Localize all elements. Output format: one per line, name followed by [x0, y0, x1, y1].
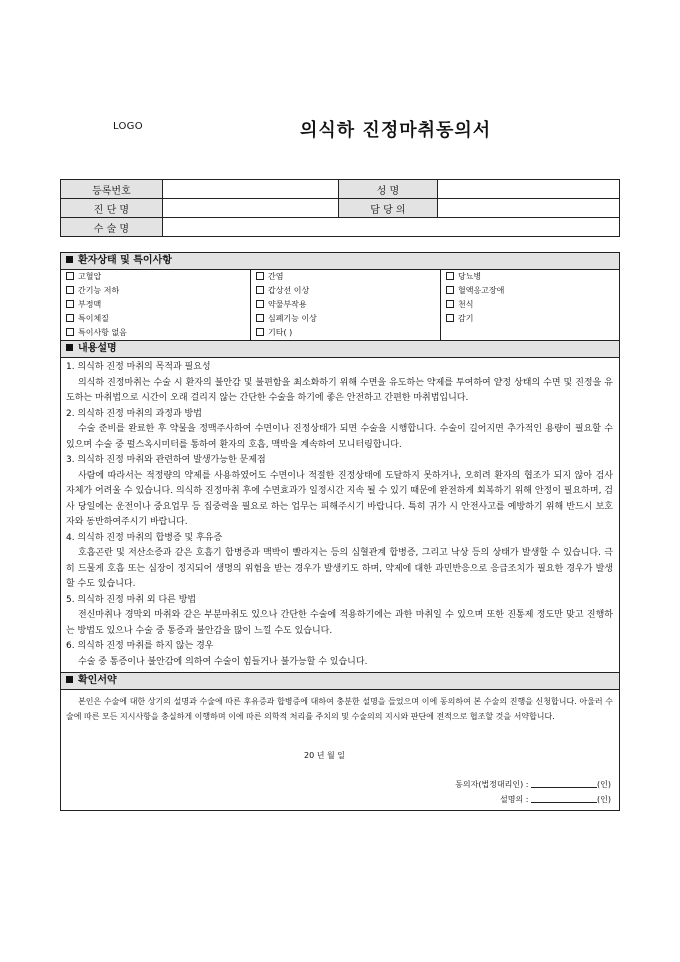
- section-title: 환자상태 및 특이사항: [78, 255, 172, 266]
- bullet-square-icon: [66, 344, 73, 351]
- signer-line: [455, 777, 611, 792]
- description-heading: 3. 의식하 진정 마취와 관련하여 발생가능한 문제점: [66, 455, 266, 465]
- description-heading: 6. 의식하 진정 마취를 하지 않는 경우: [66, 641, 214, 651]
- condition-label: 특이체질: [78, 314, 109, 323]
- checkbox-icon[interactable]: [446, 272, 454, 280]
- diagnosis-label: 진 단 명: [61, 199, 163, 218]
- seal-mark: (인): [597, 780, 611, 789]
- condition-item: [441, 326, 619, 340]
- checkbox-icon[interactable]: [256, 272, 264, 280]
- description-heading: 2. 의식하 진정 마취의 과정과 방법: [66, 408, 202, 419]
- bullet-square-icon: [66, 256, 73, 263]
- diagnosis-field[interactable]: [162, 199, 338, 218]
- condition-item[interactable]: [61, 284, 251, 298]
- condition-item[interactable]: [61, 312, 251, 326]
- condition-label: 간기능 저하: [78, 286, 120, 295]
- condition-item[interactable]: [441, 284, 619, 298]
- condition-label: 기타( ): [268, 328, 293, 337]
- checkbox-icon[interactable]: [66, 272, 74, 280]
- condition-label: 심폐기능 이상: [268, 314, 317, 323]
- name-field[interactable]: [438, 180, 620, 199]
- condition-label: 간염: [268, 272, 284, 281]
- seal-mark: (인): [597, 795, 611, 804]
- condition-item[interactable]: [61, 326, 251, 340]
- description-text: 전신마취나 경막외 마취와 같은 부분마취도 있으나 간단한 수술에 적용하기에는 과한 마취일 수 있으며 또한 진통제 정도만 맞고 진행하는 방법도 있으나 수술 중 통증과 불안감을 많이 느낄 수도 있습니다.: [66, 610, 613, 636]
- surgery-label: 수 술 명: [61, 218, 163, 237]
- explainer-label: 설명의 :: [500, 795, 529, 804]
- surgery-field[interactable]: [162, 218, 619, 237]
- condition-item[interactable]: [61, 270, 251, 284]
- condition-label: 고혈압: [78, 272, 102, 281]
- patient-section-header: [61, 253, 619, 270]
- doctor-label: 담 당 의: [338, 199, 438, 218]
- condition-label: 약물부작용: [268, 300, 307, 309]
- condition-item[interactable]: [251, 326, 441, 340]
- checkbox-icon[interactable]: [446, 300, 454, 308]
- condition-label: 갑상선 이상: [268, 286, 310, 295]
- checkbox-icon[interactable]: [66, 314, 74, 322]
- consent-text: 본인은 수술에 대한 상기의 설명과 수술에 따른 후유증과 합병증에 대하여 충분한 설명을 들었으며 이에 동의하여 본 수술의 진행을 신청합니다. 아울러 수술에 따른 모든 지시사항을 충실하게 이행하며 이에 따른 의학적 처리를 주치의 및 수술의의 지시와 판단에 전적으로 협조할 것을 서약합니다.: [66, 697, 613, 721]
- description-text: 수술 중 통증이나 불안감에 의하여 수술이 힘들거나 불가능할 수 있습니다.: [78, 656, 368, 667]
- signer-signature-field[interactable]: [531, 780, 597, 788]
- checkbox-icon[interactable]: [256, 286, 264, 294]
- condition-label: 부정맥: [78, 300, 102, 309]
- main-form: [60, 252, 620, 811]
- condition-item[interactable]: [251, 270, 441, 284]
- description-text: 의식하 진정마취는 수술 시 환자의 불안감 및 불편함을 최소화하기 위해 수면을 유도하는 약제를 투여하여 얕정 상태의 수면 및 진정을 유도하는 마취법으로 시간이 오래 걸리지 않는 간단한 수술을 하기에 좋은 안전하고 간편한 마취법입니다.: [66, 377, 613, 403]
- description-text: 수술 준비를 완료한 후 약물을 정맥주사하여 수면이나 진정상태가 되면 수술을 시행합니다. 수술이 길어지면 추가적인 용량이 필요할 수 있으며 수술 중 펄스옥시미터를 통하여 환자의 호흡, 맥박을 계속하여 모니터링합니다.: [66, 424, 613, 450]
- reg-no-field[interactable]: [162, 180, 338, 199]
- condition-item[interactable]: [251, 298, 441, 312]
- condition-item[interactable]: [251, 284, 441, 298]
- condition-label: 천식: [458, 300, 474, 309]
- patient-info-table: [60, 179, 620, 237]
- condition-label: 당뇨병: [458, 272, 482, 281]
- description-text: 사람에 따라서는 적정량의 약제를 사용하였어도 수면이나 적절한 진정상태에 도달하지 못하거나, 오히려 환자의 협조가 되지 않아 검사 자체가 어려울 수 있습니다. 의식하 진정마취 후에 수면효과가 일정시간 지속 될 수 있기 때문에 완전하게 회복하기 위해 안정이 필요하며, 검사 당일에는 운전이나 중요업무 등 집중력을 필요로 하는 업무는 피해주시기 바랍니다. 특히 귀가 시 안전사고를 예방하기 위해 반드시 보호자와 동반하여주시기 바랍니다.: [66, 470, 613, 527]
- description-heading: 5. 의식하 진정 마취 외 다른 방법: [66, 594, 197, 605]
- checkbox-icon[interactable]: [446, 314, 454, 322]
- checkbox-icon[interactable]: [66, 286, 74, 294]
- condition-item[interactable]: [61, 298, 251, 312]
- doctor-field[interactable]: [438, 199, 620, 218]
- section-title: 확인서약: [78, 675, 117, 686]
- signer-label: 동의자(법정대리인) :: [455, 780, 529, 789]
- condition-item[interactable]: [441, 270, 619, 284]
- logo: LOGO: [113, 121, 143, 132]
- description-area: [61, 358, 619, 673]
- condition-label: 감기: [458, 314, 474, 323]
- checkbox-icon[interactable]: [446, 286, 454, 294]
- page-title: 의식하 진정마취동의서: [300, 120, 492, 141]
- condition-grid: [61, 270, 619, 341]
- name-label: 성 명: [338, 180, 438, 199]
- explainer-signature-field[interactable]: [531, 795, 597, 803]
- condition-label: 특이사항 없음: [78, 328, 127, 337]
- checkbox-icon[interactable]: [66, 300, 74, 308]
- description-heading: 1. 의식하 진정 마취의 목적과 필요성: [66, 362, 211, 372]
- reg-no-label: 등록번호: [61, 180, 163, 199]
- condition-label: 혈액응고장애: [458, 286, 505, 295]
- explainer-line: [500, 792, 611, 807]
- condition-item[interactable]: [441, 312, 619, 326]
- description-heading: 4. 의식하 진정 마취의 합병증 및 후유증: [66, 532, 223, 543]
- bullet-square-icon: [66, 676, 73, 683]
- checkbox-icon[interactable]: [66, 328, 74, 336]
- condition-item[interactable]: [441, 298, 619, 312]
- consent-section-header: [61, 673, 619, 690]
- checkbox-icon[interactable]: [256, 300, 264, 308]
- condition-item[interactable]: [251, 312, 441, 326]
- checkbox-icon[interactable]: [256, 314, 264, 322]
- description-text: 호흡곤란 및 저산소증과 같은 호흡기 합병증과 맥박이 빨라지는 등의 심혈관계 합병증, 그리고 낙상 등의 상태가 발생할 수 있습니다. 극히 드물게 호흡 또는 심장이 정지되어 생명의 위험을 받는 경우가 발생키도 하며, 약제에 대한 과민반응으로 응급조치가 필요한 경우가 발생할 수도 있습니다.: [66, 548, 613, 589]
- checkbox-icon[interactable]: [256, 328, 264, 336]
- content-section-header: [61, 341, 619, 358]
- section-title: 내용설명: [78, 343, 117, 354]
- consent-area: [61, 690, 619, 810]
- consent-date: 20 년 월 일: [304, 751, 345, 760]
